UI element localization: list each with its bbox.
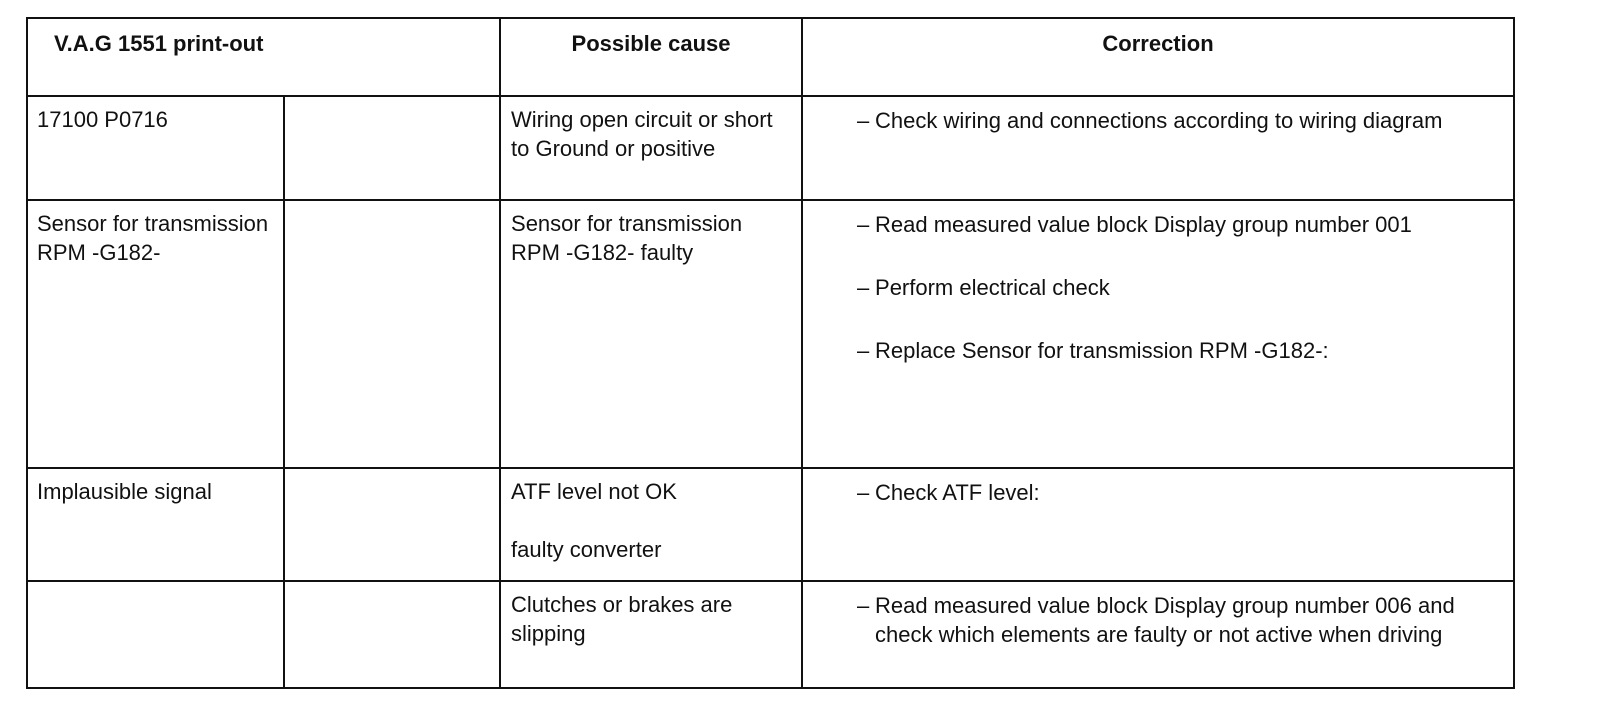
cause-text: faulty converter [511, 537, 662, 562]
dash-bullet: – [857, 480, 870, 505]
correction-cell [802, 468, 1514, 581]
table-row [27, 468, 1514, 581]
cause-cell [500, 200, 802, 468]
printout-cell [27, 468, 284, 581]
dash-bullet: – [857, 338, 870, 363]
correction-item [813, 336, 1503, 365]
printout-cell [27, 581, 284, 688]
correction-text: Read measured value block Display group number 006 and check which elements are faulty or not active when driving [875, 593, 1455, 647]
correction-text: Check wiring and connections according to wiring diagram [875, 108, 1443, 133]
correction-item [813, 591, 1503, 649]
printout-text: 17100 P0716 [37, 107, 168, 132]
printout-cell [27, 200, 284, 468]
correction-item [813, 106, 1503, 135]
correction-text: Replace Sensor for transmission RPM -G182-: [875, 338, 1329, 363]
correction-cell [802, 96, 1514, 200]
dash-bullet: – [857, 275, 870, 300]
correction-cell [802, 581, 1514, 688]
header-correction: Correction [802, 18, 1514, 96]
header-possible-cause: Possible cause [500, 18, 802, 96]
cause-text: Sensor for transmission RPM -G182- faulty [511, 211, 743, 265]
dash-bullet: – [857, 108, 870, 133]
printout-text: Sensor for transmission RPM -G182- [37, 211, 269, 265]
table-row [27, 581, 1514, 688]
correction-cell [802, 200, 1514, 468]
printout-sub-cell [284, 96, 500, 200]
printout-sub-cell [284, 200, 500, 468]
correction-text: Check ATF level: [875, 480, 1040, 505]
correction-item [813, 478, 1503, 507]
printout-sub-cell [284, 468, 500, 581]
cause-text: Clutches or brakes are slipping [511, 592, 733, 646]
header-printout: V.A.G 1551 print-out [27, 18, 500, 96]
cause-text: Wiring open circuit or short to Ground or positive [511, 107, 773, 161]
cause-cell [500, 468, 802, 581]
printout-cell [27, 96, 284, 200]
dash-bullet: – [857, 593, 870, 618]
correction-item [813, 273, 1503, 302]
printout-sub-cell [284, 581, 500, 688]
header-row [27, 18, 1514, 96]
fault-table [26, 17, 1515, 689]
correction-text: Perform electrical check [875, 275, 1110, 300]
correction-item [813, 210, 1503, 239]
table-row [27, 96, 1514, 200]
cause-cell [500, 581, 802, 688]
cause-cell [500, 96, 802, 200]
dash-bullet: – [857, 212, 870, 237]
table-row [27, 200, 1514, 468]
cause-text: ATF level not OK [511, 479, 677, 504]
printout-text: Implausible signal [37, 479, 212, 504]
correction-text: Read measured value block Display group number 001 [875, 212, 1412, 237]
